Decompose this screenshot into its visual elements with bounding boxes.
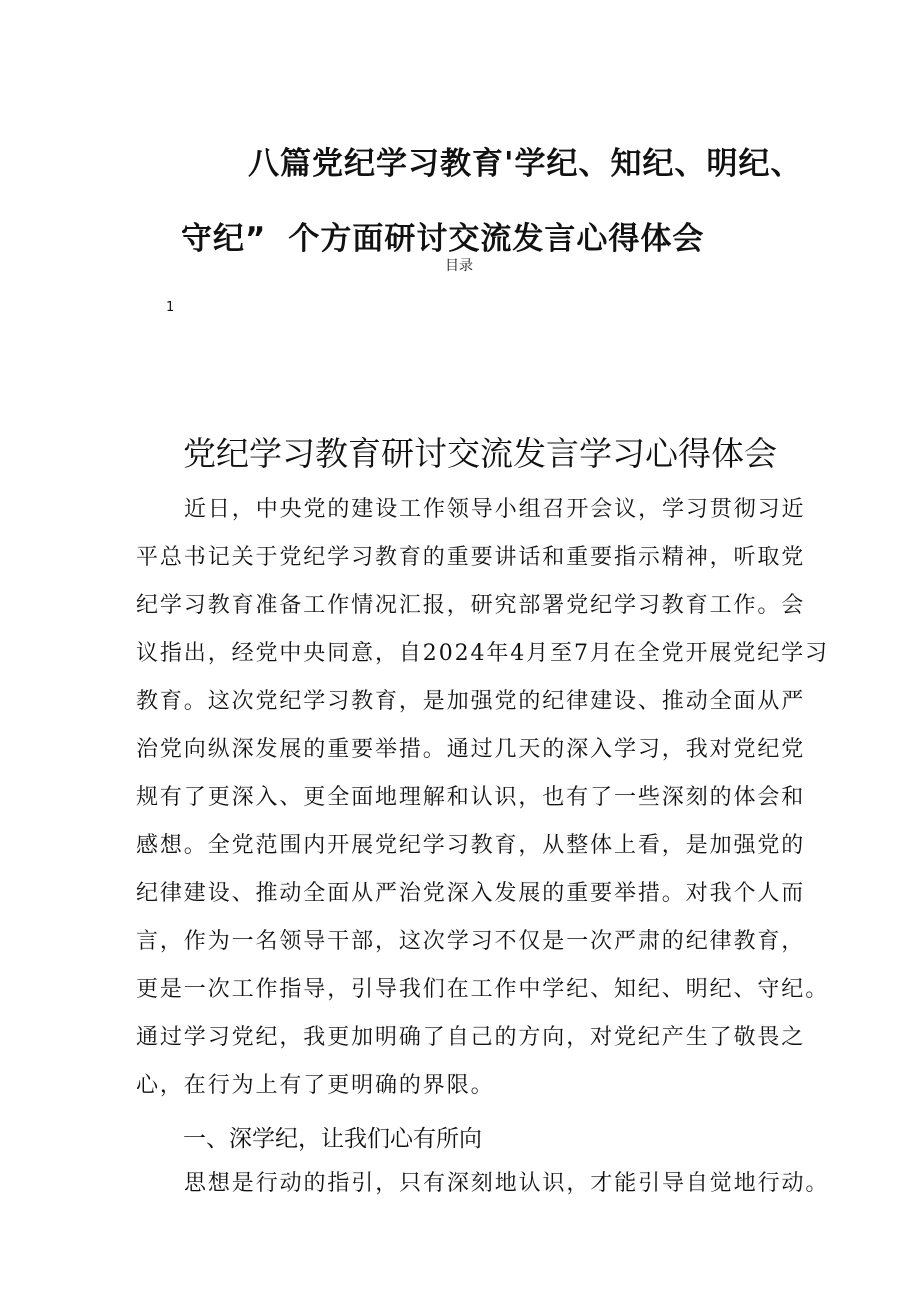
paragraph-line: 近日，中央党的建设工作领导小组召开会议，学习贯彻习近 <box>184 497 806 522</box>
toc-label: 目录 <box>445 258 473 274</box>
paragraph-line: 通过学习党纪，我更加明确了自己的方向，对党纪产生了敬畏之 <box>136 1025 806 1050</box>
paragraph-line: 更是一次工作指导，引导我们在工作中学纪、知纪、明纪、守纪。 <box>136 977 830 1002</box>
paragraph-line: 平总书记关于党纪学习教育的重要讲话和重要指示精神，听取党 <box>136 545 806 570</box>
document-title-line-2-part-a: 守纪” <box>181 221 267 257</box>
paragraph-line: 纪学习教育准备工作情况汇报，研究部署党纪学习教育工作。会 <box>136 593 806 618</box>
paragraph-line: 治党向纵深发展的重要举措。通过几天的深入学习，我对党纪党 <box>136 737 806 762</box>
paragraph-line: 感想。全党范围内开展党纪学习教育，从整体上看，是加强党的 <box>136 833 806 858</box>
paragraph-line: 议指出，经党中央同意，自2024年4月至7月在全党开展党纪学习 <box>136 641 829 666</box>
paragraph-line: 言，作为一名领导干部，这次学习不仅是一次严肃的纪律教育， <box>136 929 806 954</box>
paragraph-line: 纪律建设、推动全面从严治党深入发展的重要举措。对我个人而 <box>136 881 806 906</box>
paragraph-2-line: 思想是行动的指引，只有深刻地认识，才能引导自觉地行动。 <box>184 1171 830 1196</box>
heading-1: 一、深学纪，让我们心有所向 <box>183 1126 482 1152</box>
document-title-line-2 <box>181 213 704 258</box>
paragraph-line: 教育。这次党纪学习教育，是加强党的纪律建设、推动全面从严 <box>136 689 806 714</box>
document-title-line-1: 八篇党纪学习教育'学纪、知纪、明纪、 <box>248 146 803 182</box>
toc-page-number: 1 <box>166 300 175 315</box>
paragraph-line: 规有了更深入、更全面地理解和认识，也有了一些深刻的体会和 <box>136 785 806 810</box>
document-title-line-2-part-b: 个方面研讨交流发言心得体会 <box>288 221 705 257</box>
paragraph-line: 心，在行为上有了更明确的界限。 <box>136 1073 495 1098</box>
section-title: 党纪学习教育研讨交流发言学习心得体会 <box>183 434 777 473</box>
